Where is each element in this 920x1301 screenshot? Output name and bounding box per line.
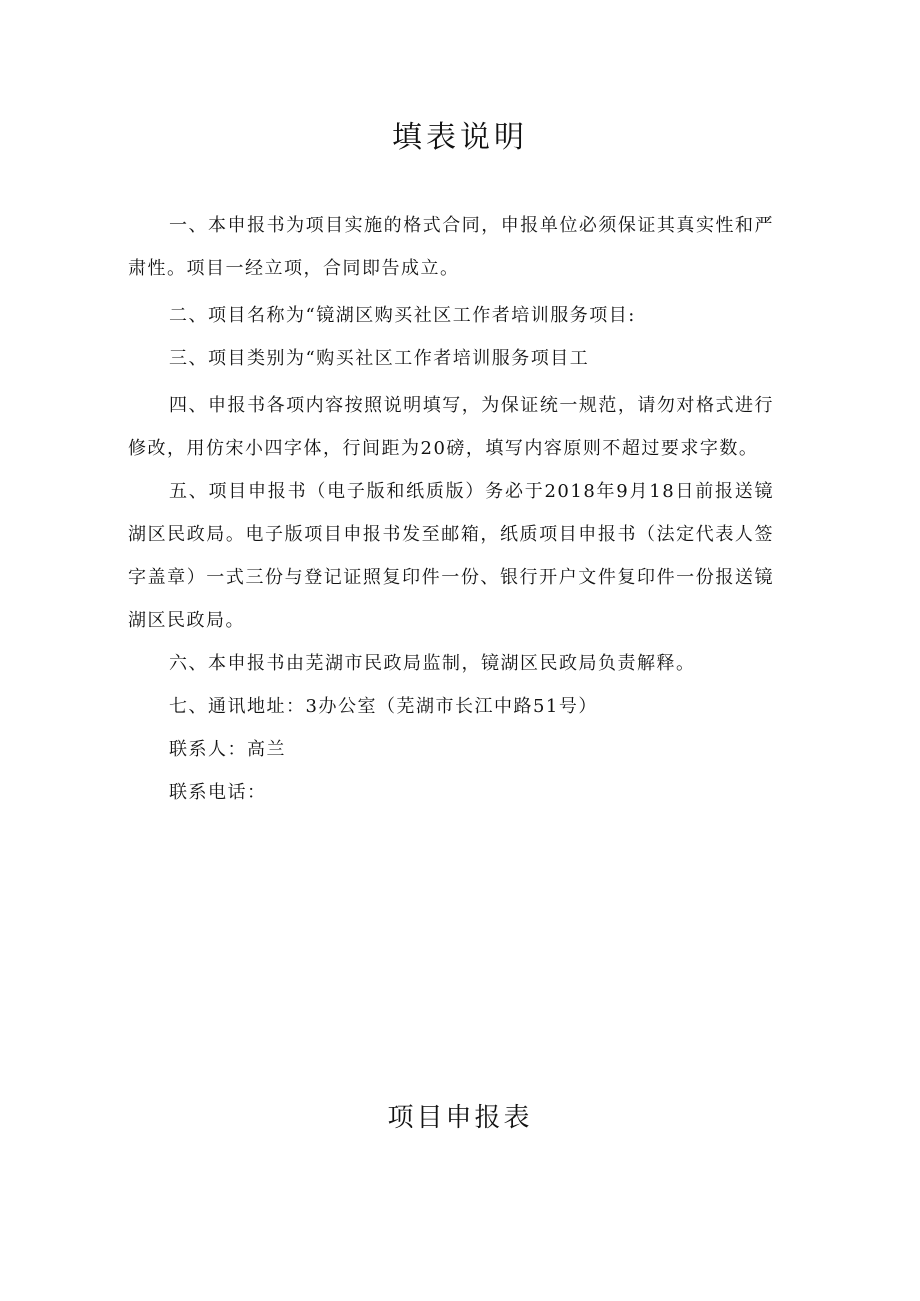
instructions-body	[128, 204, 774, 814]
contact-phone: 联系电话：	[169, 782, 267, 803]
instruction-paragraph-6: 六、本申报书由芜湖市民政局监制，镜湖区民政局负责解释。	[169, 653, 696, 674]
section-title: 项目申报表	[387, 1103, 533, 1133]
instruction-paragraph-5: 五、项目申报书（电子版和纸质版）务必于2018年9月18日前报送镜湖区民政局。电子版项目申报书发至邮箱，纸质项目申报书（法定代表人签字盖章）一式三份与登记证照复印件一份、银行开户文件复印件一份报送镜湖区民政局。	[128, 481, 774, 631]
instruction-paragraph-1: 一、本申报书为项目实施的格式合同，申报单位必须保证其真实性和严肃性。项目一经立项，合同即告成立。	[128, 215, 774, 279]
instruction-paragraph-3: 三、项目类别为“购买社区工作者培训服务项目工	[169, 348, 590, 369]
contact-person: 联系人：高兰	[169, 739, 286, 760]
contact-address: 七、通讯地址：3办公室（芜湖市长江中路51号）	[169, 696, 598, 717]
page-title: 填表说明	[392, 120, 528, 155]
instruction-paragraph-2: 二、项目名称为“镜湖区购买社区工作者培训服务项目:	[169, 305, 636, 326]
instruction-paragraph-4: 四、申报书各项内容按照说明填写，为保证统一规范，请勿对格式进行修改，用仿宋小四字体，行间距为20磅，填写内容原则不超过要求字数。	[128, 395, 774, 459]
